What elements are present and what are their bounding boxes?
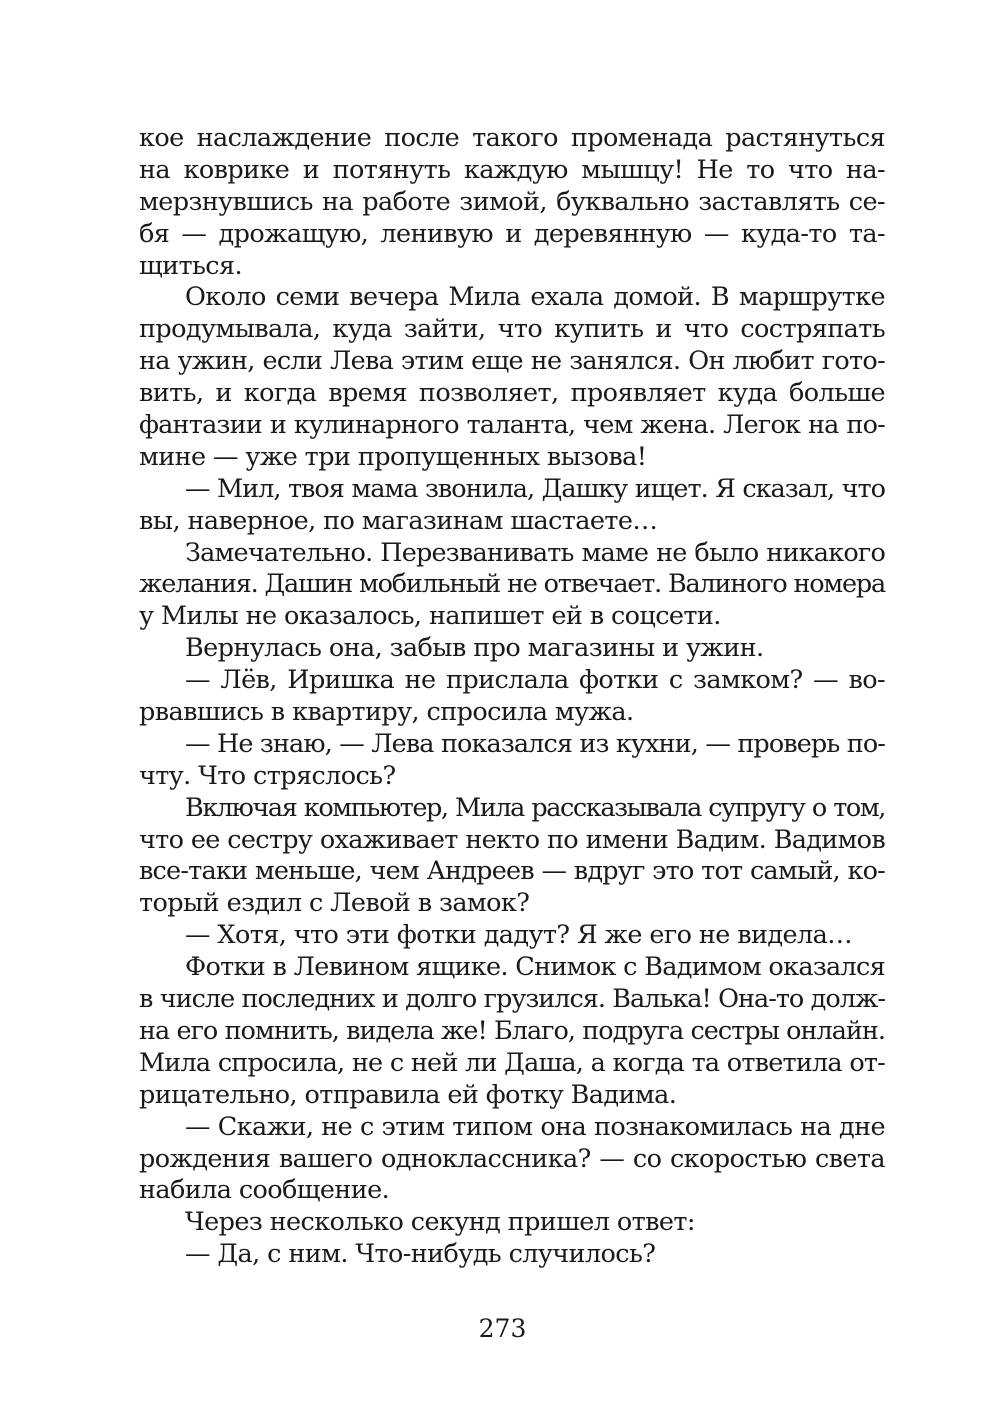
text-line: Вернулась она, забыв про магазины и ужин. [185, 633, 764, 664]
text-line: в числе последних и долго грузился. Валька! Она-то долж- [139, 984, 885, 1015]
text-line: — Не знаю, — Лева показался из кухни, — проверь по- [185, 728, 885, 759]
text-line: вы, наверное, по магазинам шастаете… [139, 505, 658, 536]
text-line: — Хотя, что эти фотки дадут? Я же его не видела… [185, 920, 853, 951]
text-line: Включая компьютер, Мила рассказывала супругу о том, [185, 792, 885, 823]
text-line: у Милы не оказалось, напишет ей в соцсети. [139, 601, 721, 632]
text-line: рождения вашего одноклассника? — со скоростью света [139, 1143, 885, 1174]
body-text [139, 123, 885, 1271]
text-line: Фотки в Левином ящике. Снимок с Вадимом оказался [185, 952, 885, 983]
text-line: торый ездил с Левой в замок? [139, 888, 530, 919]
text-line: Через несколько секунд пришел ответ: [185, 1207, 695, 1238]
text-line: Мила спросила, не с ней ли Даша, а когда та ответила от- [139, 1047, 885, 1078]
text-line: на его помнить, видела же! Благо, подруга сестры онлайн. [139, 1015, 885, 1046]
text-line: на коврике и потянуть каждую мышцу! Не то что на- [139, 154, 885, 185]
text-line: кое наслаждение после такого променада растянуться [139, 123, 885, 153]
text-line: рицательно, отправила ей фотку Вадима. [139, 1079, 677, 1110]
text-line: Замечательно. Перезванивать маме не было никакого [185, 537, 885, 568]
text-line: чту. Что стряслось? [139, 760, 396, 791]
text-line: мерзнувшись на работе зимой, буквально заставлять се- [139, 186, 885, 217]
page-number: 273 [478, 1314, 527, 1343]
text-line: — Лёв, Иришка не прислала фотки с замком? — во- [185, 665, 885, 696]
text-line: — Скажи, не с этим типом она познакомилась на дне [185, 1111, 885, 1142]
text-line: фантазии и кулинарного таланта, чем жена. Легок на по- [139, 410, 885, 441]
text-line: что ее сестру охаживает некто по имени Вадим. Вадимов [139, 824, 885, 855]
text-line: набила сообщение. [139, 1175, 390, 1206]
text-line: вить, и когда время позволяет, проявляет куда больше [139, 378, 885, 409]
text-line: — Да, с ним. Что-нибудь случилось? [185, 1239, 656, 1270]
text-line: желания. Дашин мобильный не отвечает. Валиного номера [139, 569, 886, 600]
text-line: — Мил, твоя мама звонила, Дашку ищет. Я сказал, что [185, 473, 885, 504]
text-line: Около семи вечера Мила ехала домой. В маршрутке [185, 282, 885, 313]
text-line: все-таки меньше, чем Андреев — вдруг это тот самый, ко- [139, 856, 885, 887]
text-line: на ужин, если Лева этим еще не занялся. Он любит гото- [139, 346, 885, 377]
text-line: бя — дрожащую, ленивую и деревянную — куда-то та- [139, 218, 885, 249]
text-line: щиться. [139, 250, 242, 281]
text-line: продумывала, куда зайти, что купить и что состряпать [139, 314, 885, 345]
text-line: рвавшись в квартиру, спросила мужа. [139, 697, 634, 728]
text-line: мине — уже три пропущенных вызова! [139, 441, 647, 472]
